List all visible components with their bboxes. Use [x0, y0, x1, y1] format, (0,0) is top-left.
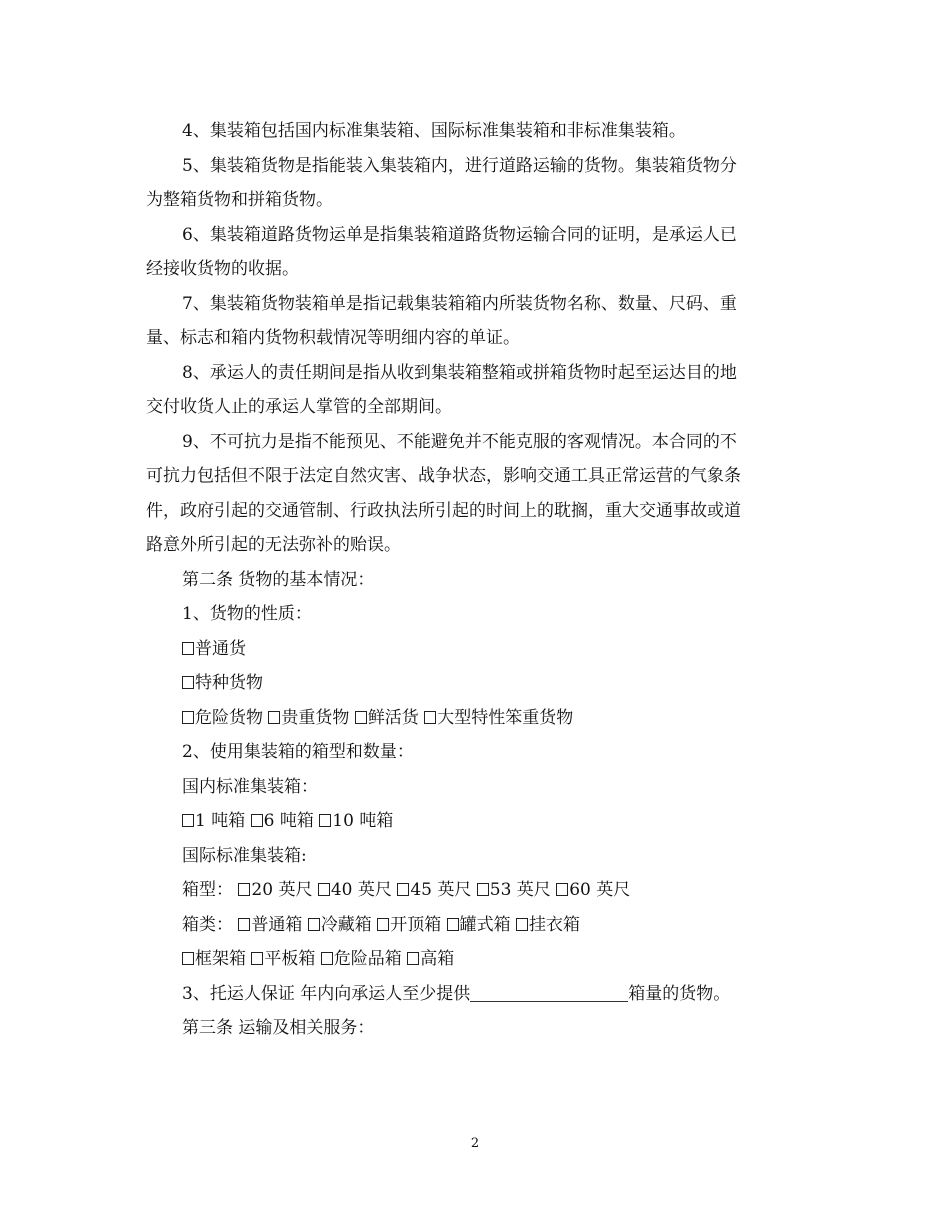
checkbox-label: 特种货物 [195, 673, 263, 693]
checkbox-icon[interactable] [556, 883, 568, 896]
paragraph-4-line-0: 8、承运人的责任期间是指从收到集装箱整箱或拼箱货物时起至运达目的地 [182, 362, 737, 383]
checkbox-icon[interactable] [355, 711, 367, 724]
checkbox-icon[interactable] [251, 952, 263, 965]
checkbox-option[interactable] [397, 880, 471, 900]
paragraph-5-line-2: 件，政府引起的交通管制、行政执法所引起的时间上的耽搁，重大交通事故或道 [146, 500, 741, 521]
paragraph-5-line-1: 可抗力包括但不限于法定自然灾害、战争状态，影响交通工具正常运营的气象条 [146, 466, 741, 486]
checkbox-option[interactable] [182, 639, 246, 659]
checkbox-icon[interactable] [447, 918, 459, 931]
paragraph-5-line-3: 路意外所引起的无法弥补的贻误。 [146, 535, 401, 555]
checkbox-label: 60 英尺 [569, 880, 631, 900]
checkbox-option[interactable] [377, 915, 441, 935]
container-label: 2、使用集装箱的箱型和数量： [182, 742, 414, 762]
checkbox-option[interactable] [319, 811, 393, 831]
checkbox-option[interactable] [238, 915, 302, 935]
checkbox-option[interactable] [318, 880, 392, 900]
checkbox-icon[interactable] [321, 952, 333, 965]
box-class-row [146, 908, 806, 943]
checkbox-option[interactable] [321, 949, 402, 969]
checkbox-icon[interactable] [182, 711, 194, 724]
checkbox-option[interactable] [251, 949, 315, 969]
checkbox-icon[interactable] [319, 814, 331, 827]
goods-options-row-3 [146, 701, 806, 736]
domestic-options-row [146, 804, 806, 839]
checkbox-option[interactable] [516, 915, 580, 935]
checkbox-label: 45 英尺 [410, 880, 472, 900]
checkbox-icon[interactable] [182, 642, 194, 655]
checkbox-label: 挂衣箱 [529, 914, 581, 935]
row-prefix-label: 箱类： [182, 914, 233, 935]
checkbox-label: 框架箱 [195, 949, 246, 969]
checkbox-label: 冷藏箱 [320, 914, 372, 935]
checkbox-option[interactable] [238, 880, 312, 900]
checkbox-icon[interactable] [182, 952, 194, 965]
checkbox-option[interactable] [182, 949, 246, 969]
box-class-row-2 [146, 942, 806, 977]
checkbox-label: 危险货物 [195, 707, 263, 728]
checkbox-option[interactable] [251, 811, 314, 831]
checkbox-icon[interactable] [238, 883, 250, 896]
article-2-title: 第二条 货物的基本情况： [182, 569, 375, 590]
checkbox-icon[interactable] [377, 918, 389, 931]
paragraph-0-line-0: 4、集装箱包括国内标准集装箱、国际标准集装箱和非标准集装箱。 [182, 121, 686, 141]
document-body [146, 114, 806, 1046]
checkbox-label: 普通箱 [251, 914, 303, 935]
checkbox-label: 平板箱 [264, 949, 316, 969]
checkbox-label: 6 吨箱 [263, 811, 314, 831]
paragraph-1-line-0: 5、集装箱货物是指能装入集装箱内，进行道路运输的货物。集装箱货物分 [182, 155, 737, 176]
paragraph-2-line-0: 6、集装箱道路货物运单是指集装箱道路货物运输合同的证明，是承运人已 [182, 224, 737, 245]
goods-nature-label: 1、货物的性质： [182, 604, 312, 624]
box-type-row [146, 873, 806, 908]
checkbox-icon[interactable] [182, 814, 194, 827]
checkbox-label: 普通货 [195, 638, 246, 659]
guarantee-prefix: 3、托运人保证 年内向承运人至少提供 [182, 983, 471, 1004]
checkbox-option[interactable] [477, 880, 551, 900]
checkbox-icon[interactable] [424, 711, 436, 724]
checkbox-option[interactable] [182, 708, 263, 728]
guarantee-suffix: 箱量的货物。 [628, 983, 731, 1004]
checkbox-icon[interactable] [397, 883, 409, 896]
domestic-label: 国内标准集装箱： [182, 776, 318, 797]
checkbox-option[interactable] [182, 811, 245, 831]
checkbox-icon[interactable] [308, 918, 320, 931]
paragraph-4-line-1: 交付收货人止的承运人掌管的全部期间。 [146, 397, 452, 417]
checkbox-label: 40 英尺 [330, 880, 392, 900]
checkbox-option[interactable] [268, 708, 349, 728]
intl-label: 国际标准集装箱: [182, 845, 307, 866]
page-number: 2 [470, 1136, 480, 1151]
checkbox-option[interactable] [182, 673, 263, 693]
row-prefix-label: 箱型： [182, 880, 233, 900]
checkbox-icon[interactable] [238, 918, 250, 931]
paragraph-5-line-0: 9、不可抗力是指不能预见、不能避免并不能克服的客观情况。本合同的不 [182, 431, 737, 452]
checkbox-label: 鲜活货 [367, 707, 419, 728]
checkbox-label: 高箱 [420, 949, 455, 969]
goods-options-row-2 [146, 666, 806, 701]
checkbox-option[interactable] [308, 915, 372, 935]
checkbox-icon[interactable] [318, 883, 330, 896]
paragraph-3-line-0: 7、集装箱货物装箱单是指记载集装箱箱内所装货物名称、数量、尺码、重 [182, 293, 737, 314]
checkbox-label: 开顶箱 [390, 914, 442, 935]
checkbox-option[interactable] [355, 708, 419, 728]
checkbox-label: 1 吨箱 [195, 811, 246, 831]
guarantee-blank-field[interactable] [470, 983, 628, 1002]
checkbox-label: 10 吨箱 [332, 811, 394, 831]
paragraph-3-line-1: 量、标志和箱内货物积载情况等明细内容的单证。 [146, 328, 520, 348]
checkbox-option[interactable] [407, 949, 454, 969]
checkbox-option[interactable] [556, 880, 630, 900]
checkbox-option[interactable] [447, 915, 511, 935]
checkbox-option[interactable] [424, 708, 573, 728]
checkbox-icon[interactable] [251, 814, 263, 827]
paragraph-2-line-1: 经接收货物的收据。 [146, 259, 299, 279]
checkbox-icon[interactable] [516, 918, 528, 931]
checkbox-icon[interactable] [182, 676, 194, 689]
checkbox-label: 贵重货物 [281, 707, 350, 728]
definitions-list [146, 114, 806, 563]
guarantee-line [146, 977, 806, 1012]
paragraph-1-line-1: 为整箱货物和拼箱货物。 [146, 190, 333, 210]
article-3-title: 第三条 运输及相关服务： [182, 1018, 375, 1038]
checkbox-icon[interactable] [407, 952, 419, 965]
checkbox-icon[interactable] [477, 883, 489, 896]
checkbox-label: 53 英尺 [489, 880, 551, 900]
checkbox-label: 大型特性笨重货物 [437, 707, 574, 728]
checkbox-label: 20 英尺 [251, 880, 313, 900]
checkbox-label: 罐式箱 [459, 914, 511, 935]
checkbox-label: 危险品箱 [333, 949, 402, 969]
goods-options-row-1 [146, 632, 806, 667]
checkbox-icon[interactable] [268, 711, 280, 724]
